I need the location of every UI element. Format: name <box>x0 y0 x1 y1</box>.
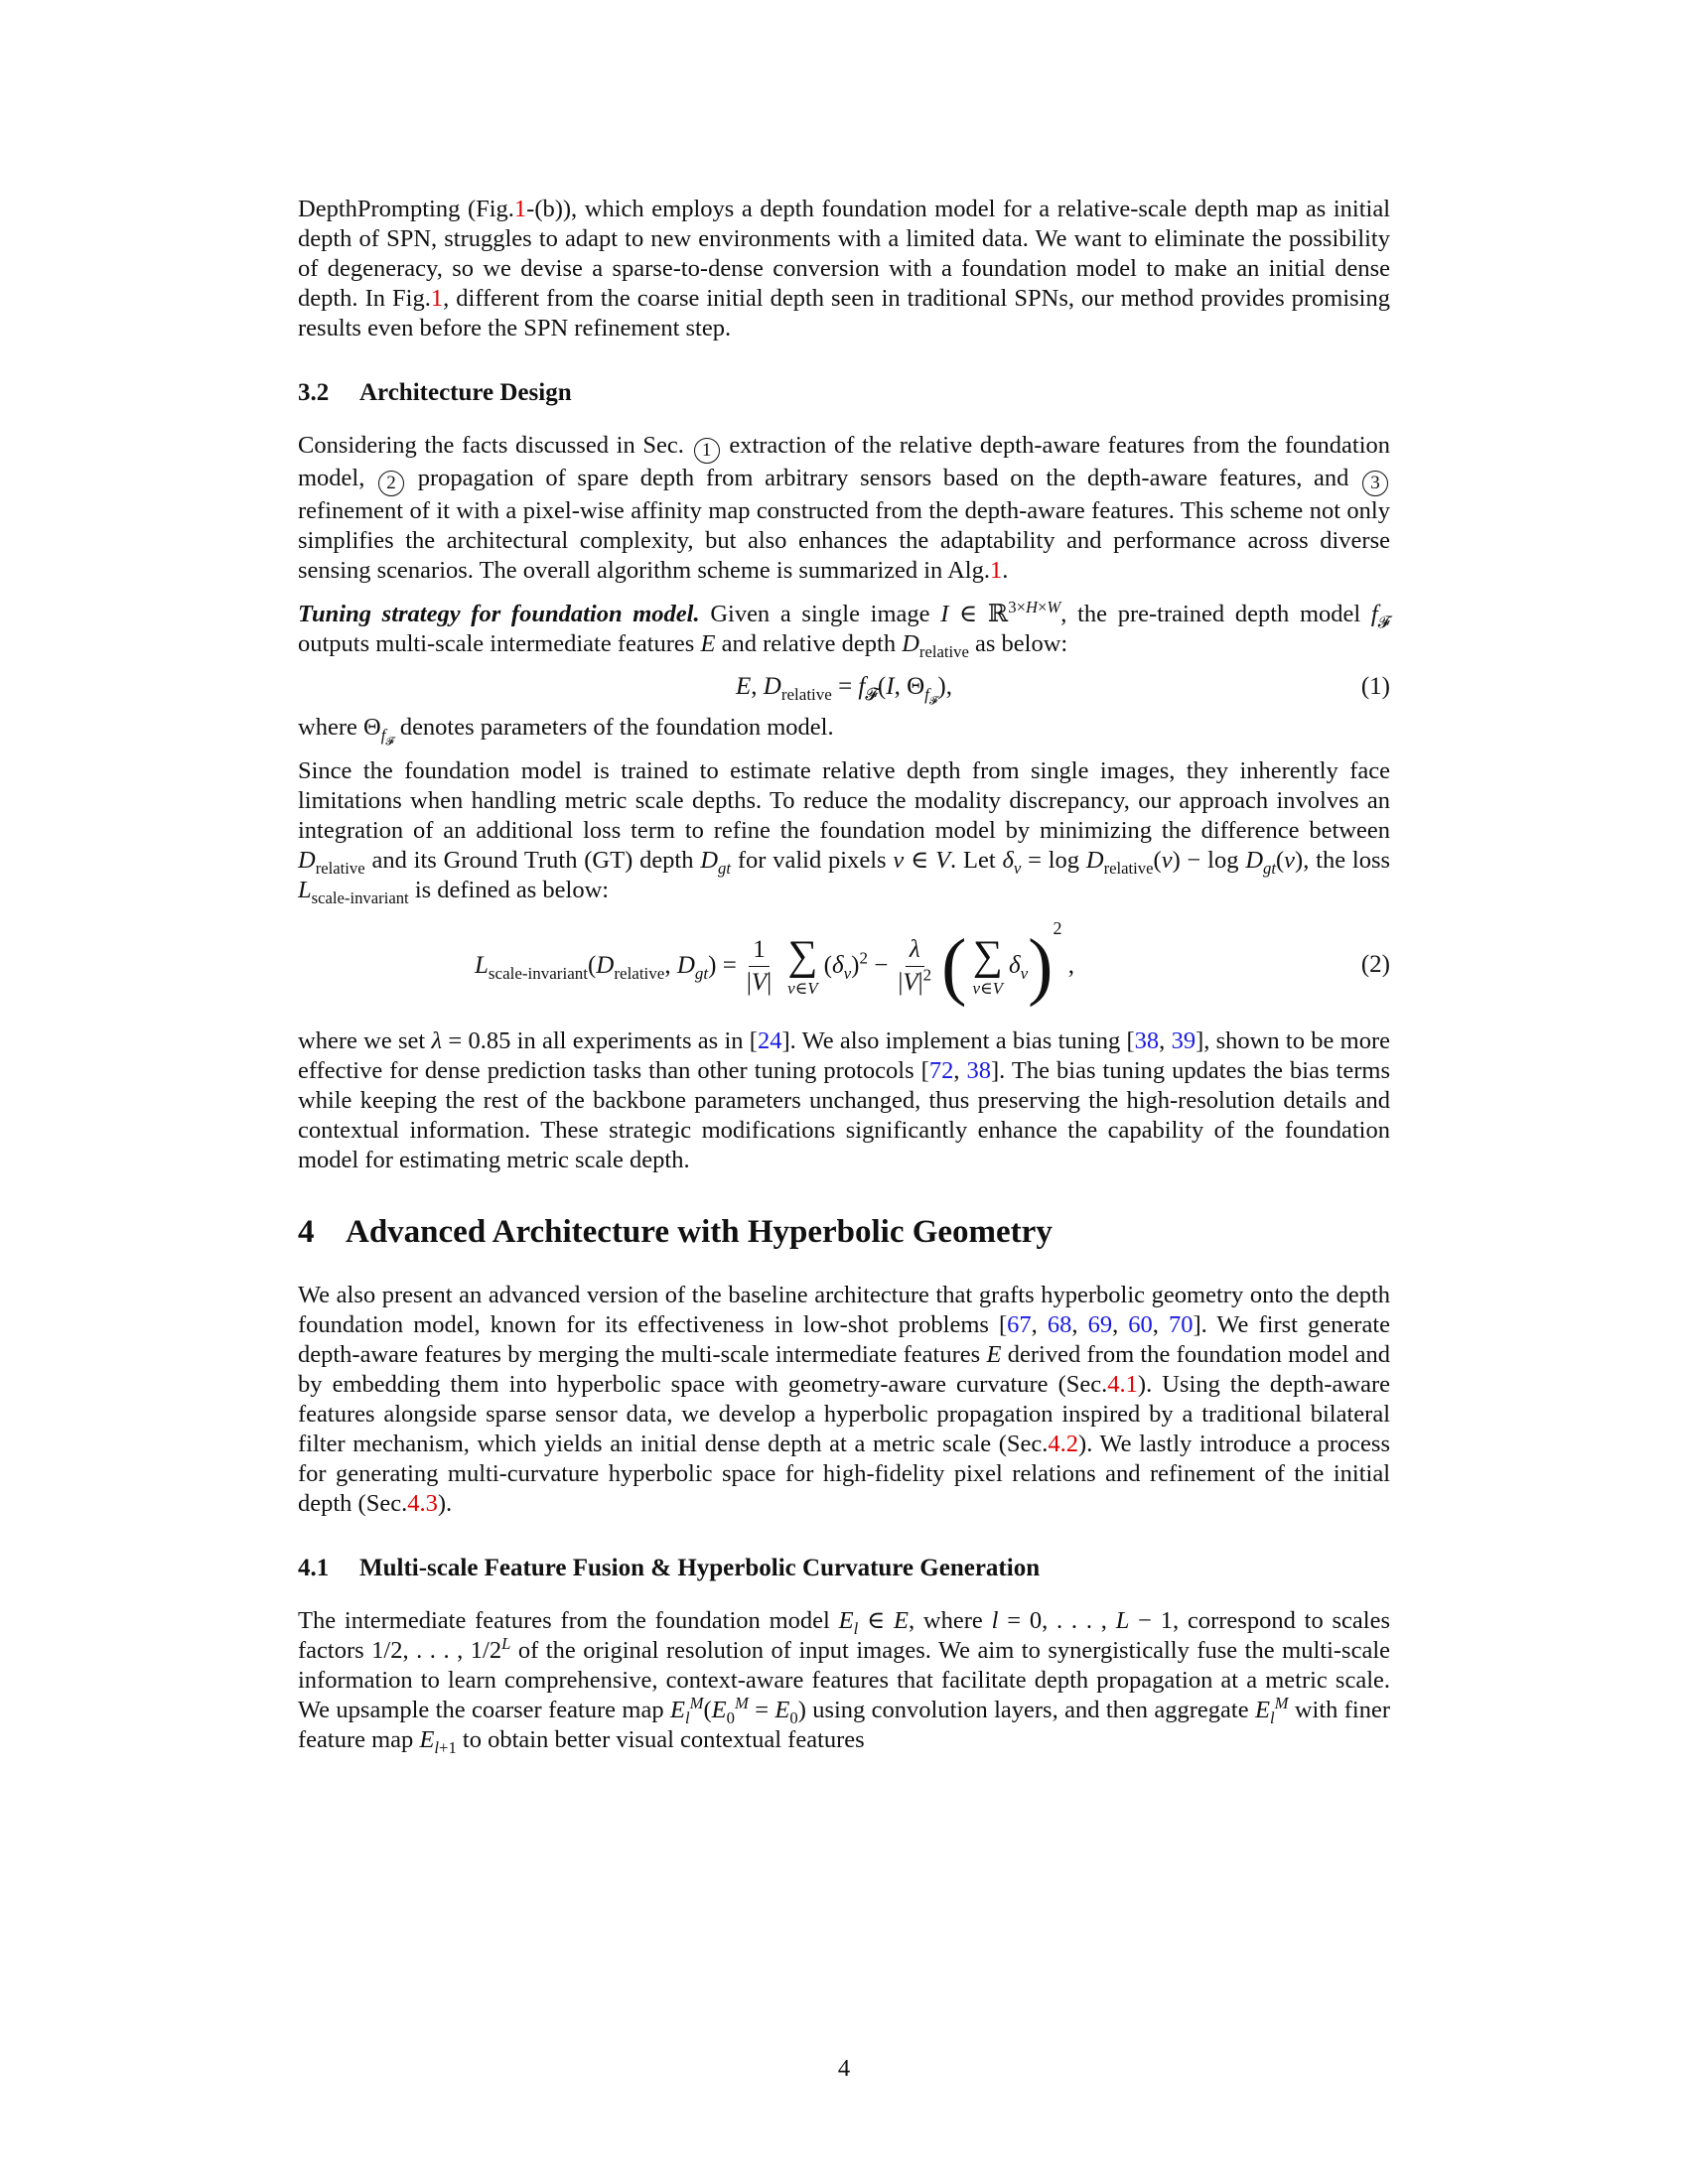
citation-link[interactable]: 68 <box>1047 1311 1072 1338</box>
section-heading-4: 4 Advanced Architecture with Hyperbolic Geometry <box>298 1214 1053 1250</box>
paragraph-loss: Since the foundation model is trained to estimate relative depth from single images, they inherently face limitations when handling metric scale depths. To reduce the modality discrepancy, our approach involves an integration of an additional loss term to refine the foundation model by minimizing the difference between $D_{relative}$ and its Ground Truth (GT) depth $D_{gt}$ for valid pixels v ∈ V. Let $\delta_v = \log D_{relative}(v) - \log D_{gt}(v)$, the loss $L_{scale-invariant}$ is defined as below: <box>298 757 1391 907</box>
section-heading-4-1: 4.1 Multi-scale Feature Fusion & Hyperbolic Curvature Generation <box>298 1555 1041 1581</box>
citation-link[interactable]: 39 <box>1171 1027 1196 1054</box>
section-link[interactable]: 4.1 <box>1107 1371 1138 1398</box>
circled-number: 2 <box>378 471 404 496</box>
citation-link[interactable]: 70 <box>1168 1311 1194 1338</box>
section-heading-3-2: 3.2 Architecture Design <box>298 379 572 406</box>
paragraph-tuning: Tuning strategy for foundation model. Given a single image I ∈ ℝ$^{3\times H\times W}$, the pre-trained depth model $f_𝓕$ outputs multi-scale intermediate features E and relative depth $D_{relative}$ as below: <box>298 597 1391 661</box>
circled-number: 1 <box>694 438 720 464</box>
page-number: 4 <box>837 2055 851 2082</box>
citation-link[interactable]: 60 <box>1128 1311 1153 1338</box>
paragraph-bias-tuning: where we set λ = 0.85 in all experiments as in [24]. We also implement a bias tuning [38, 39], shown to be more effective for dense prediction tasks than other tuning protocols [72, 38]. The bias tuning updates the bias terms while keeping the rest of the backbone parameters unchanged, thus preserving the high-resolution details and contextual information. These strategic modifications significantly enhance the capability of the foundation model for estimating metric scale depth. <box>298 1027 1390 1173</box>
figure-link[interactable]: 1 <box>430 285 444 312</box>
section-link[interactable]: 4.2 <box>1048 1431 1079 1457</box>
figure-link[interactable]: 1 <box>513 196 527 222</box>
paragraph-where-theta: where $\Theta_{f_𝓕}$ denotes parameters of the foundation model. <box>298 714 834 749</box>
paragraph-intro: DepthPrompting (Fig.1-(b)), which employs a depth foundation model for a relative-scale depth map as initial depth of SPN, struggles to adapt to new environments with a limited data. We want to eliminate the possibility of degeneracy, so we devise a sparse-to-dense conversion with a foundation model to make an initial dense depth. In Fig.1, different from the coarse initial depth seen in traditional SPNs, our method provides promising results even before the SPN refinement step. <box>298 196 1391 341</box>
equation-number: (2) <box>1360 951 1390 978</box>
citation-link[interactable]: 24 <box>757 1027 782 1054</box>
citation-link[interactable]: 67 <box>1007 1311 1032 1338</box>
equation-number: (1) <box>1360 673 1390 700</box>
circled-number: 3 <box>1362 471 1388 496</box>
page-content <box>298 195 1390 1755</box>
paragraph-intermediate-features: The intermediate features from the foundation model $E_l$ ∈ E, where l = 0, . . . , L − 1, correspond to scales factors 1/2, . . . , $1/2^L$ of the original resolution of input images. We aim to synergistically fuse the multi-scale information to learn comprehensive, context-aware features that facilitate depth propagation at a metric scale. We upsample the coarser feature map $E_l^M(E_0^M = E_0)$ using convolution layers, and then aggregate $E_l^M$ with finer feature map $E_{l+1}$ to obtain better visual contextual features <box>298 1607 1391 1757</box>
citation-link[interactable]: 72 <box>928 1057 954 1084</box>
citation-link[interactable]: 38 <box>1134 1027 1160 1054</box>
section-link[interactable]: 4.3 <box>407 1490 438 1517</box>
paragraph-architecture: Considering the facts discussed in Sec. 1 extraction of the relative depth-aware features from the foundation model, 2 propagation of spare depth from arbitrary sensors based on the depth-aware features, and 3 refinement of it with a pixel-wise affinity map constructed from the depth-aware features. This scheme not only simplifies the architectural complexity, but also enhances the adaptability and performance across diverse sensing scenarios. The overall algorithm scheme is summarized in Alg.1. <box>298 432 1391 584</box>
equation-1: E, $D_{relative} = f_𝓕(I$, $\Theta_{f_𝓕}$), (1) <box>298 667 1390 707</box>
citation-link[interactable]: 69 <box>1087 1311 1113 1338</box>
equation-2: $L_{scale-invariant}(D_{relative}$, $D_{gt}$) = $\frac{1}{|V|}$ ∑ v∈V $(\delta_v)^2$ − $\frac{\lambda}{|V|^2}$ ( ∑ v∈V $\delta_v$ ) 2 , (2) <box>475 917 1390 1008</box>
paragraph-advanced: We also present an advanced version of the baseline architecture that grafts hyperbolic geometry onto the depth foundation model, known for its effectiveness in low-shot problems [67, 68, 69, 60, 70]. We first generate depth-aware features by merging the multi-scale intermediate features E derived from the foundation model and by embedding them into hyperbolic space with geometry-aware curvature (Sec.4.1). Using the depth-aware features alongside sparse sensor data, we develop a hyperbolic propagation inspired by a traditional bilateral filter mechanism, which yields an initial dense depth at a metric scale (Sec.4.2). We lastly introduce a process for generating multi-curvature hyperbolic space for high-fidelity pixel relations and refinement of the initial depth (Sec.4.3). <box>298 1282 1391 1517</box>
citation-link[interactable]: 38 <box>966 1057 991 1084</box>
algorithm-link[interactable]: 1 <box>989 557 1003 584</box>
